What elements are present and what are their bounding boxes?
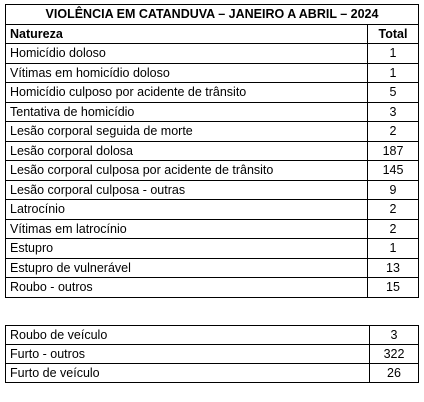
row-total: 15 — [368, 278, 419, 298]
row-total: 1 — [368, 63, 419, 83]
row-total: 5 — [368, 83, 419, 103]
column-header-total: Total — [368, 24, 419, 44]
table-row — [6, 83, 419, 103]
table-row — [6, 161, 419, 181]
table-row — [6, 219, 419, 239]
row-label: Lesão corporal culposa por acidente de trânsito — [6, 161, 368, 181]
table-row — [6, 44, 419, 64]
row-label: Latrocínio — [6, 200, 368, 220]
table-row — [6, 278, 419, 298]
row-total: 2 — [368, 219, 419, 239]
row-label: Lesão corporal culposa - outras — [6, 180, 368, 200]
row-total: 2 — [368, 122, 419, 142]
table-row — [6, 180, 419, 200]
row-label: Tentativa de homicídio — [6, 102, 368, 122]
row-total: 1 — [368, 239, 419, 259]
violence-stats-table — [5, 4, 419, 298]
row-total: 2 — [368, 200, 419, 220]
row-label: Homicídio culposo por acidente de trânsito — [6, 83, 368, 103]
table-row — [6, 239, 419, 259]
table-row — [6, 141, 419, 161]
row-total: 187 — [368, 141, 419, 161]
row-label: Lesão corporal seguida de morte — [6, 122, 368, 142]
row-total: 13 — [368, 258, 419, 278]
row-label: Furto de veículo — [6, 364, 370, 383]
row-label: Furto - outros — [6, 345, 370, 364]
row-total: 322 — [370, 345, 419, 364]
row-label: Lesão corporal dolosa — [6, 141, 368, 161]
table-row — [6, 63, 419, 83]
row-total: 3 — [370, 326, 419, 345]
table-row — [6, 122, 419, 142]
table-title: VIOLÊNCIA EM CATANDUVA – JANEIRO A ABRIL – 2024 — [6, 5, 419, 25]
table-row — [6, 102, 419, 122]
row-total: 1 — [368, 44, 419, 64]
table-row — [6, 326, 419, 345]
table-header-row — [6, 24, 419, 44]
table-title-row — [6, 5, 419, 25]
table-row — [6, 345, 419, 364]
row-label: Roubo de veículo — [6, 326, 370, 345]
table-row — [6, 258, 419, 278]
row-total: 9 — [368, 180, 419, 200]
row-label: Homicídio doloso — [6, 44, 368, 64]
vehicle-theft-table — [5, 325, 419, 383]
row-label: Vítimas em latrocínio — [6, 219, 368, 239]
row-total: 26 — [370, 364, 419, 383]
table-row — [6, 200, 419, 220]
row-label: Roubo - outros — [6, 278, 368, 298]
row-total: 3 — [368, 102, 419, 122]
row-label: Estupro — [6, 239, 368, 259]
row-label: Estupro de vulnerável — [6, 258, 368, 278]
row-total: 145 — [368, 161, 419, 181]
column-header-natureza: Natureza — [6, 24, 368, 44]
table-row — [6, 364, 419, 383]
row-label: Vítimas em homicídio doloso — [6, 63, 368, 83]
